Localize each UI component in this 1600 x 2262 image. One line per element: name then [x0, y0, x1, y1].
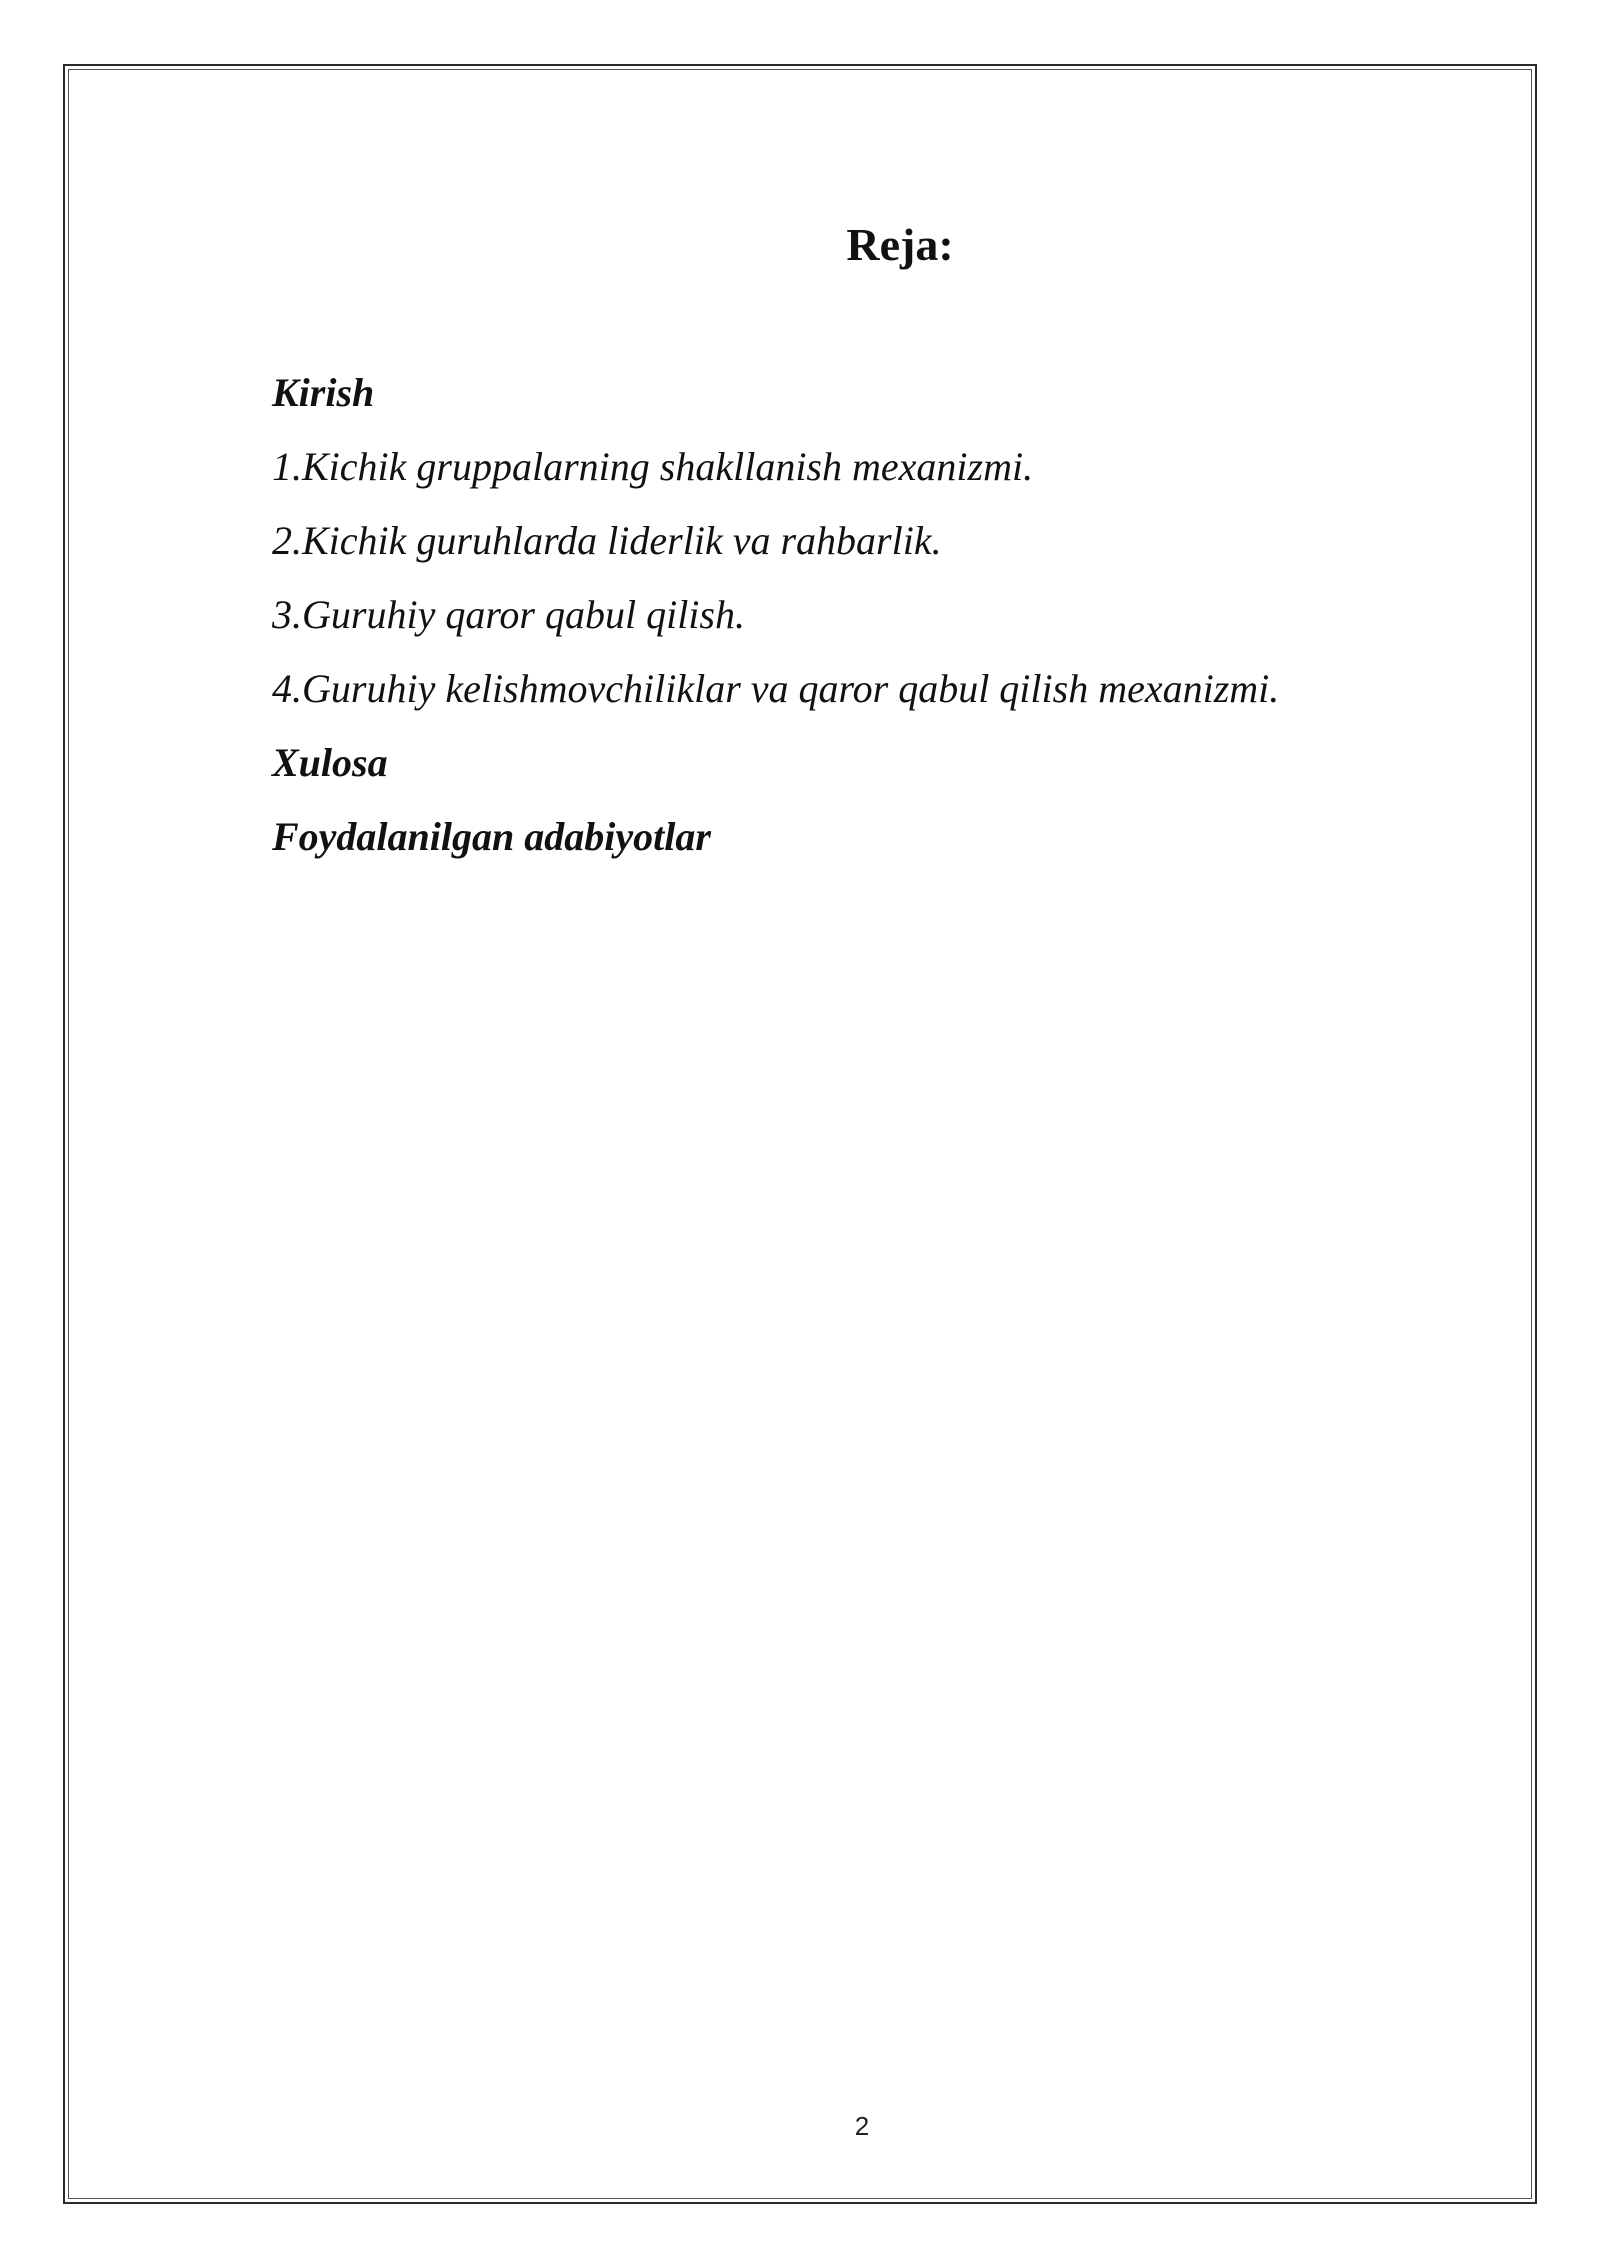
plan-list [272, 362, 1472, 880]
plan-item-3: 3.Guruhiy qaror qabul qilish. [272, 592, 745, 637]
plan-item-1: 1.Kichik gruppalarning shakllanish mexanizmi. [272, 444, 1034, 489]
plan-item-4: 4.Guruhiy kelishmovchiliklar va qaror qabul qilish mexanizmi. [272, 666, 1280, 711]
plan-item-introduction: Kirish [272, 370, 375, 415]
plan-item-references: Foydalanilgan adabiyotlar [272, 814, 711, 859]
page-number: 2 [854, 2111, 870, 2141]
plan-item-conclusion: Xulosa [272, 740, 388, 785]
page-title: Reja: [846, 219, 954, 270]
plan-item-2: 2.Kichik guruhlarda liderlik va rahbarlik. [272, 518, 942, 563]
